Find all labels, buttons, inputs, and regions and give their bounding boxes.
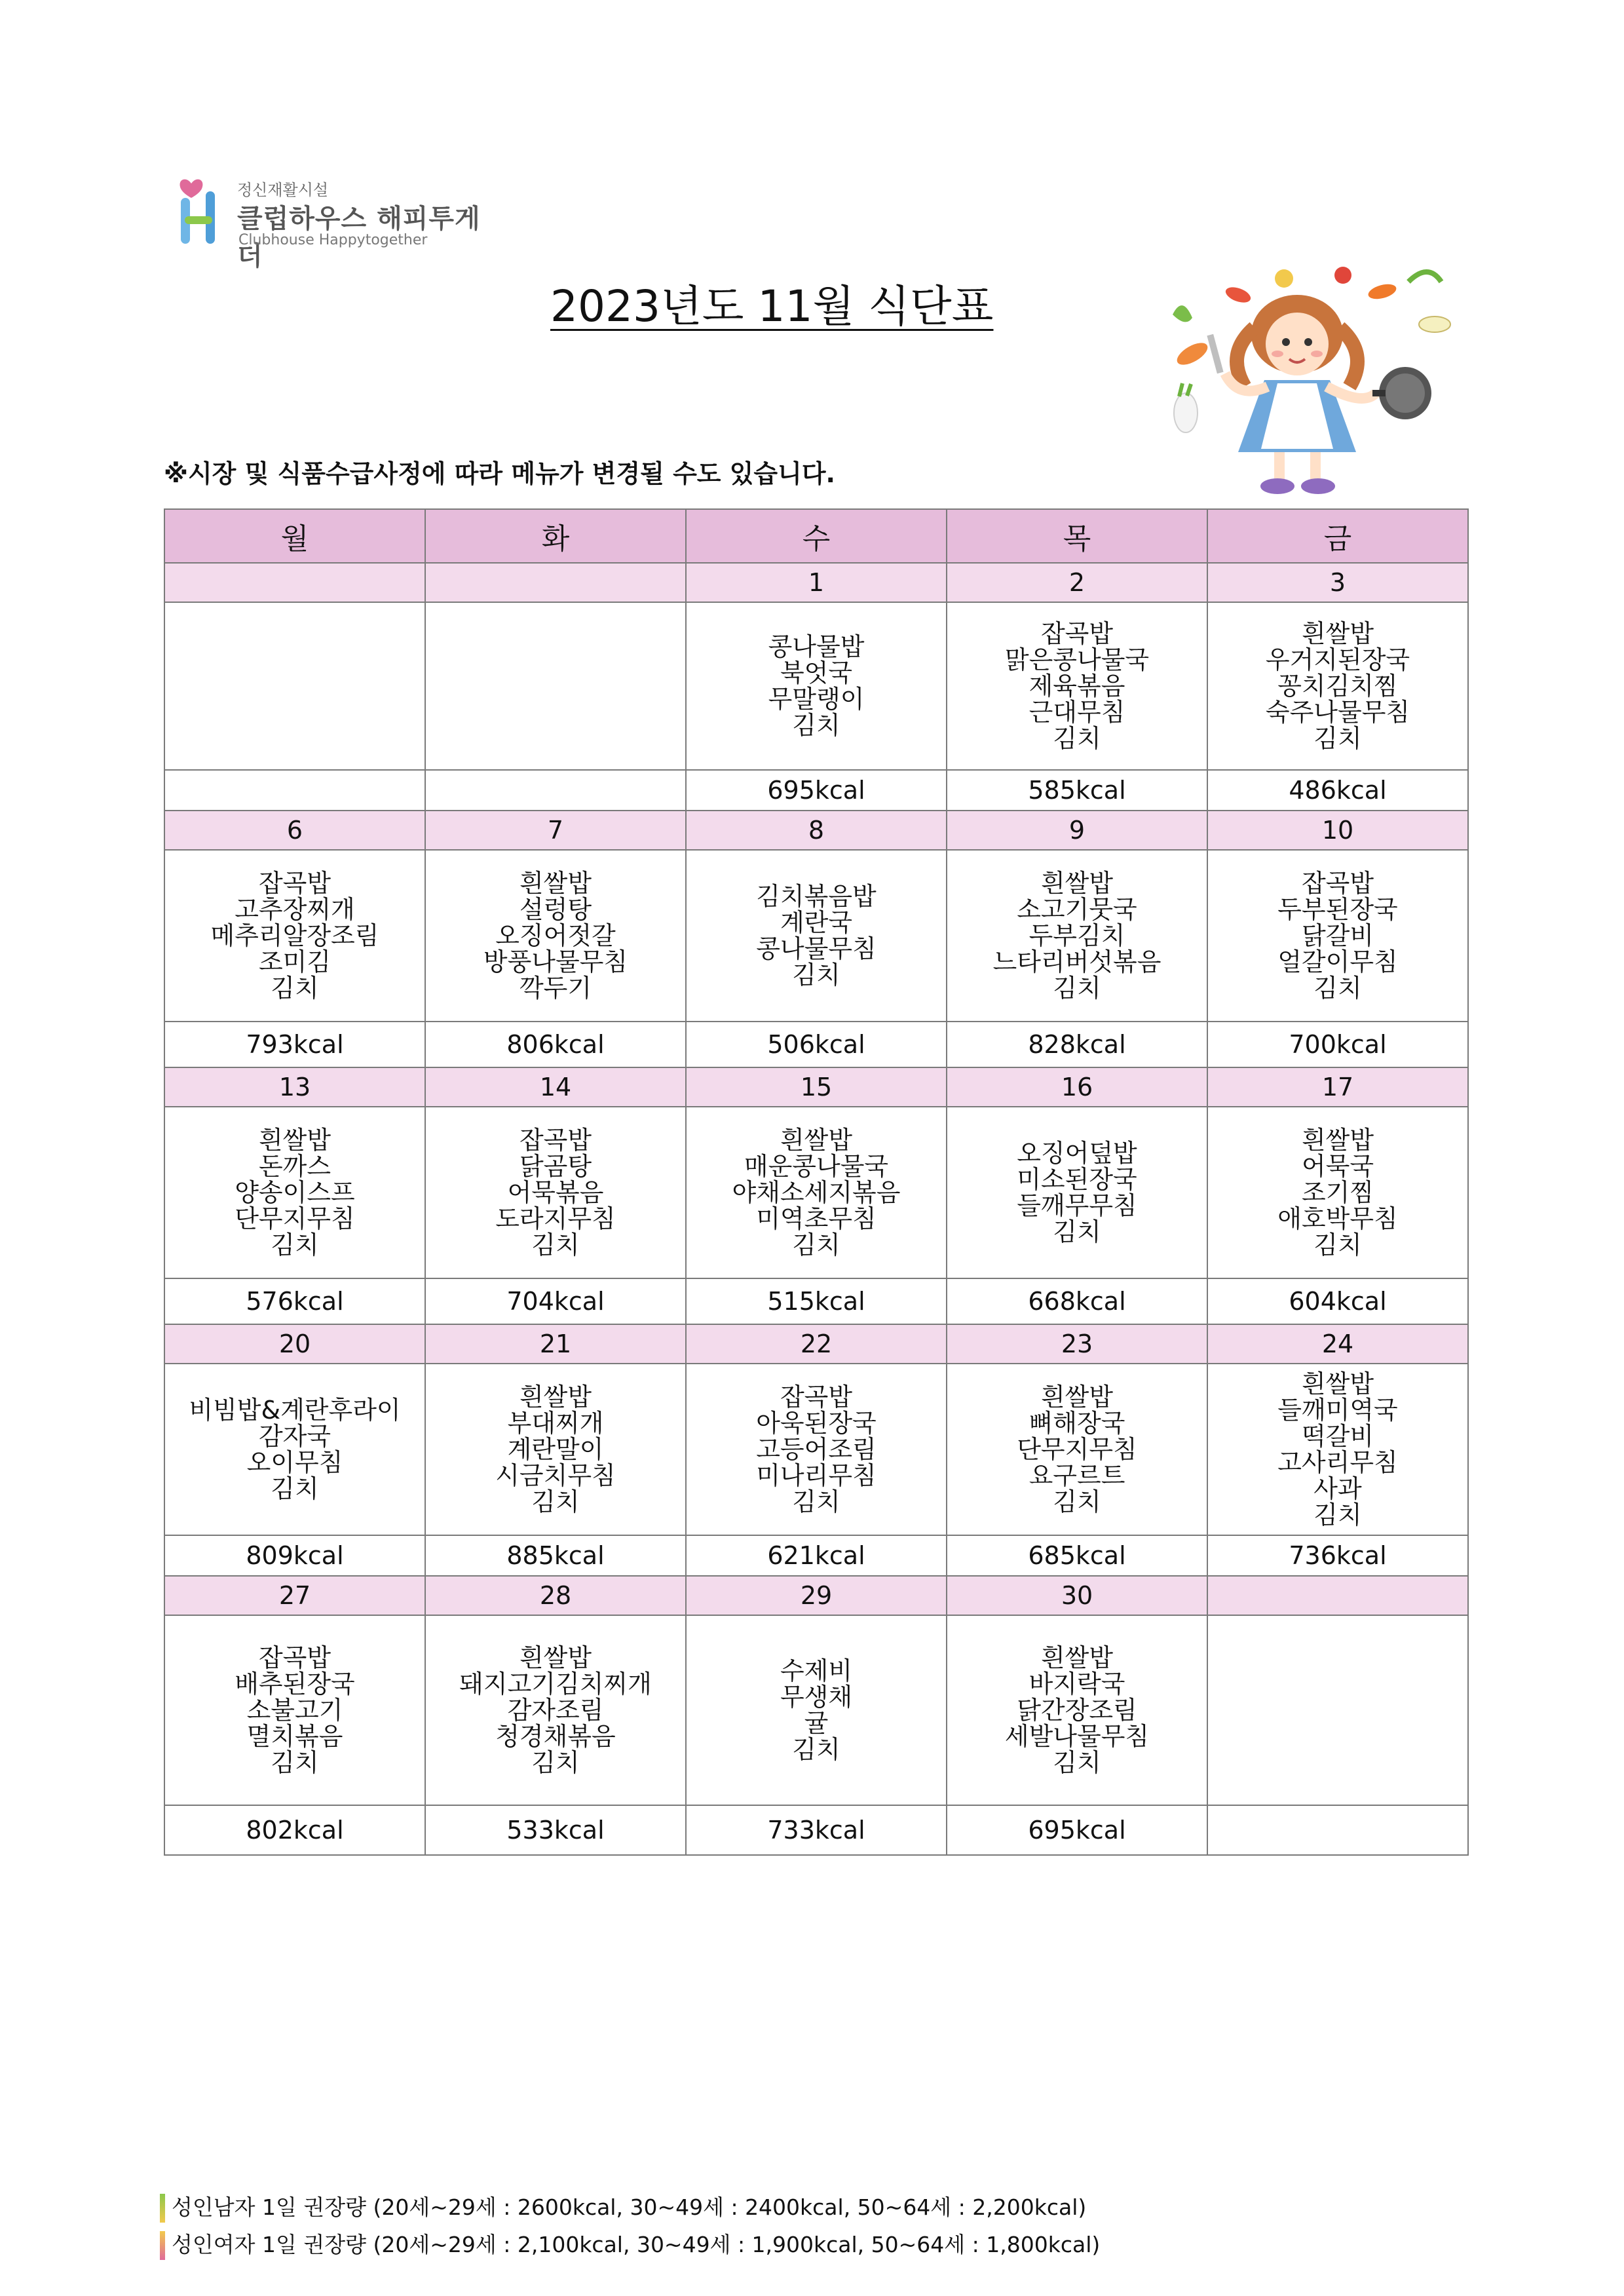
calorie-row (164, 1022, 1468, 1067)
menu-cell (947, 850, 1207, 1022)
date-cell: 23 (947, 1324, 1207, 1364)
menu-item: 오이무침 (246, 1448, 343, 1477)
date-cell: 30 (947, 1576, 1207, 1615)
menu-item: 오징어젓갈 (495, 921, 616, 950)
logo-h-icon (172, 172, 231, 250)
calorie-row (164, 770, 1468, 811)
menu-item: 소고기뭇국 (1017, 895, 1137, 924)
date-row (164, 1324, 1468, 1364)
calorie-cell: 704kcal (425, 1278, 686, 1324)
menu-item: 멸치볶음 (246, 1722, 343, 1751)
date-cell: 1 (686, 563, 947, 602)
calorie-cell: 533kcal (425, 1805, 686, 1855)
date-cell (1207, 1576, 1468, 1615)
date-cell: 17 (1207, 1067, 1468, 1107)
date-cell: 3 (1207, 563, 1468, 602)
menu-item: 설렁탕 (519, 895, 592, 924)
menu-item: 오징어덮밥 (1017, 1139, 1137, 1168)
calorie-cell: 806kcal (425, 1022, 686, 1067)
menu-item: 배추된장국 (235, 1670, 355, 1698)
weekday-header: 화 (425, 509, 686, 563)
menu-item: 흰쌀밥 (1040, 1383, 1114, 1411)
calorie-cell: 695kcal (686, 770, 947, 811)
logo-english-name: Clubhouse Happytogether (238, 232, 428, 248)
calorie-cell (164, 770, 425, 811)
menu-item: 닭갈비 (1301, 921, 1374, 950)
calorie-cell: 885kcal (425, 1535, 686, 1576)
menu-item: 잡곡밥 (258, 1643, 331, 1672)
menu-item: 비빔밥&계란후라이 (189, 1396, 401, 1425)
weekday-header: 금 (1207, 509, 1468, 563)
menu-item: 감자국 (258, 1422, 331, 1451)
menu-item: 귤 (804, 1709, 829, 1738)
menu-item: 숙주나물무침 (1265, 698, 1410, 727)
menu-item: 흰쌀밥 (1301, 1369, 1374, 1398)
menu-item: 흰쌀밥 (1040, 869, 1114, 898)
menu-cell (425, 602, 686, 770)
menu-item: 흰쌀밥 (1301, 619, 1374, 648)
date-cell: 28 (425, 1576, 686, 1615)
menu-item: 흰쌀밥 (519, 1383, 592, 1411)
calorie-row (164, 1805, 1468, 1855)
menu-item: 김치 (792, 1231, 840, 1259)
menu-cell (164, 602, 425, 770)
menu-item: 바지락국 (1029, 1670, 1125, 1698)
menu-cell (947, 1107, 1207, 1278)
menu-item: 시금치무침 (495, 1461, 616, 1490)
menu-item: 계란국 (780, 908, 853, 937)
date-cell: 16 (947, 1067, 1207, 1107)
menu-item: 부대찌개 (507, 1409, 604, 1438)
menu-cell (164, 1364, 425, 1535)
menu-item: 김치 (1313, 974, 1362, 1003)
menu-item: 김치 (1053, 1217, 1101, 1246)
menu-item: 깍두기 (519, 974, 592, 1003)
menu-item: 김치 (792, 961, 840, 989)
date-cell: 24 (1207, 1324, 1468, 1364)
menu-item: 잡곡밥 (1301, 869, 1374, 898)
menu-item: 잡곡밥 (1040, 619, 1114, 648)
menu-item: 김치볶음밥 (756, 882, 877, 911)
logo-subtitle: 정신재활시설 (237, 181, 329, 199)
menu-item: 애호박무침 (1277, 1204, 1398, 1233)
menu-item: 아욱된장국 (756, 1409, 877, 1438)
menu-cell (686, 602, 947, 770)
menu-item: 무말랭이 (768, 685, 865, 714)
menu-item: 김치 (1313, 1231, 1362, 1259)
calorie-cell: 576kcal (164, 1278, 425, 1324)
menu-item: 고등어조림 (756, 1435, 877, 1464)
date-row (164, 1576, 1468, 1615)
menu-item: 세발나물무침 (1004, 1722, 1150, 1751)
menu-item: 제육볶음 (1029, 672, 1125, 700)
calorie-cell: 809kcal (164, 1535, 425, 1576)
menu-item: 요구르트 (1029, 1461, 1125, 1490)
calorie-cell: 828kcal (947, 1022, 1207, 1067)
menu-item: 잡곡밥 (780, 1383, 853, 1411)
calorie-cell: 736kcal (1207, 1535, 1468, 1576)
menu-row (164, 602, 1468, 770)
menu-cell (425, 1107, 686, 1278)
calorie-cell: 604kcal (1207, 1278, 1468, 1324)
menu-item: 맑은콩나물국 (1004, 645, 1150, 674)
menu-item: 흰쌀밥 (1040, 1643, 1114, 1672)
menu-item: 김치 (792, 711, 840, 740)
menu-item: 우거지된장국 (1265, 645, 1410, 674)
menu-item: 잡곡밥 (258, 869, 331, 898)
menu-item: 수제비 (780, 1656, 853, 1685)
date-cell: 2 (947, 563, 1207, 602)
menu-row (164, 850, 1468, 1022)
menu-cell (947, 602, 1207, 770)
calorie-cell (425, 770, 686, 811)
menu-item: 사과 (1313, 1474, 1362, 1503)
menu-cell (425, 1615, 686, 1805)
date-cell: 29 (686, 1576, 947, 1615)
menu-item: 단무지무침 (1017, 1435, 1137, 1464)
calorie-cell: 685kcal (947, 1535, 1207, 1576)
menu-item: 느타리버섯볶음 (992, 947, 1161, 976)
menu-item: 김치 (271, 1231, 319, 1259)
logo-name: 클럽하우스 해피투게더 (237, 204, 481, 271)
chef-girl-illustration (1146, 256, 1461, 505)
menu-item: 어묵볶음 (507, 1178, 604, 1207)
menu-item: 콩나물무침 (756, 934, 877, 963)
menu-item: 무생채 (780, 1683, 853, 1712)
menu-cell (164, 1615, 425, 1805)
menu-item: 김치 (271, 1748, 319, 1777)
menu-item: 잡곡밥 (519, 1126, 592, 1155)
menu-item: 청경채볶음 (495, 1722, 616, 1751)
date-cell (164, 563, 425, 602)
pink-bar-icon (160, 2231, 165, 2260)
menu-item: 돈까스 (258, 1152, 331, 1181)
date-row (164, 563, 1468, 602)
menu-item: 김치 (531, 1748, 580, 1777)
menu-item: 조기찜 (1301, 1178, 1374, 1207)
calorie-cell (1207, 1805, 1468, 1855)
menu-item: 어묵국 (1301, 1152, 1374, 1181)
menu-cell (947, 1615, 1207, 1805)
menu-item: 떡갈비 (1301, 1422, 1374, 1451)
menu-cell (686, 1364, 947, 1535)
menu-item: 김치 (271, 974, 319, 1003)
date-cell: 22 (686, 1324, 947, 1364)
menu-item: 고사리무침 (1277, 1448, 1398, 1477)
green-bar-icon (160, 2194, 165, 2223)
male-recommended-intake: 성인남자 1일 권장량 (20세~29세 : 2600kcal, 30~49세 : 2400kcal, 50~64세 : 2,200kcal) (172, 2194, 1087, 2220)
weekday-header-row (164, 509, 1468, 563)
weekday-header: 목 (947, 509, 1207, 563)
menu-item: 김치 (271, 1474, 319, 1503)
page-title: 2023년도 11월 식단표 (550, 281, 994, 332)
weekday-header: 월 (164, 509, 425, 563)
menu-row (164, 1615, 1468, 1805)
menu-item: 두부된장국 (1277, 895, 1398, 924)
menu-item: 매운콩나물국 (744, 1152, 889, 1181)
calorie-cell: 515kcal (686, 1278, 947, 1324)
menu-cell (1207, 602, 1468, 770)
calorie-cell: 700kcal (1207, 1022, 1468, 1067)
calorie-cell: 585kcal (947, 770, 1207, 811)
date-cell: 27 (164, 1576, 425, 1615)
menu-item: 흰쌀밥 (780, 1126, 853, 1155)
menu-item: 메추리알장조림 (210, 921, 379, 950)
menu-cell (947, 1364, 1207, 1535)
calorie-cell: 733kcal (686, 1805, 947, 1855)
date-cell: 20 (164, 1324, 425, 1364)
menu-item: 김치 (1313, 1501, 1362, 1529)
date-cell: 6 (164, 811, 425, 850)
calorie-cell: 668kcal (947, 1278, 1207, 1324)
date-cell: 15 (686, 1067, 947, 1107)
menu-item: 닭간장조림 (1017, 1696, 1137, 1725)
menu-cell (425, 850, 686, 1022)
menu-item: 소불고기 (246, 1696, 343, 1725)
menu-item: 두부김치 (1029, 921, 1125, 950)
menu-item: 도라지무침 (495, 1204, 616, 1233)
menu-item: 김치 (792, 1487, 840, 1516)
calorie-cell: 802kcal (164, 1805, 425, 1855)
meal-menu-table (164, 508, 1469, 1856)
menu-item: 방풍나물무침 (483, 947, 628, 976)
menu-cell (1207, 1107, 1468, 1278)
menu-cell (164, 1107, 425, 1278)
menu-item: 단무지무침 (235, 1204, 355, 1233)
menu-item: 김치 (1053, 1487, 1101, 1516)
menu-item: 미역초무침 (756, 1204, 877, 1233)
menu-item: 흰쌀밥 (519, 1643, 592, 1672)
date-cell: 10 (1207, 811, 1468, 850)
clubhouse-logo (172, 172, 486, 271)
female-recommended-intake: 성인여자 1일 권장량 (20세~29세 : 2,100kcal, 30~49세 : 1,900kcal, 50~64세 : 1,800kcal) (172, 2232, 1101, 2257)
menu-item: 근대무침 (1029, 698, 1125, 727)
calorie-cell: 695kcal (947, 1805, 1207, 1855)
menu-item: 북엇국 (780, 659, 853, 687)
menu-item: 닭곰탕 (519, 1152, 592, 1181)
menu-change-notice: ※시장 및 식품수급사정에 따라 메뉴가 변경될 수도 있습니다. (164, 459, 835, 488)
menu-item: 김치 (531, 1487, 580, 1516)
date-cell: 7 (425, 811, 686, 850)
menu-cell (1207, 1364, 1468, 1535)
menu-item: 양송이스프 (235, 1178, 355, 1207)
date-cell: 13 (164, 1067, 425, 1107)
date-cell: 8 (686, 811, 947, 850)
menu-item: 흰쌀밥 (258, 1126, 331, 1155)
calorie-cell: 506kcal (686, 1022, 947, 1067)
menu-item: 얼갈이무침 (1277, 947, 1398, 976)
menu-item: 김치 (1313, 724, 1362, 753)
menu-item: 야채소세지볶음 (732, 1178, 901, 1207)
calorie-row (164, 1278, 1468, 1324)
menu-item: 들깨미역국 (1277, 1396, 1398, 1425)
menu-item: 흰쌀밥 (519, 869, 592, 898)
calorie-row (164, 1535, 1468, 1576)
menu-item: 꽁치김치찜 (1277, 672, 1398, 700)
weekday-header: 수 (686, 509, 947, 563)
menu-item: 미소된장국 (1017, 1165, 1137, 1194)
menu-item: 미나리무침 (756, 1461, 877, 1490)
menu-item: 계란말이 (507, 1435, 604, 1464)
date-cell: 9 (947, 811, 1207, 850)
menu-item: 들깨무무침 (1017, 1191, 1137, 1220)
menu-cell (686, 850, 947, 1022)
menu-item: 뼈해장국 (1029, 1409, 1125, 1438)
menu-cell (164, 850, 425, 1022)
date-cell: 14 (425, 1067, 686, 1107)
menu-item: 돼지고기김치찌개 (459, 1670, 652, 1698)
menu-row (164, 1364, 1468, 1535)
menu-row (164, 1107, 1468, 1278)
menu-item: 김치 (1053, 974, 1101, 1003)
menu-cell (1207, 1615, 1468, 1805)
calorie-cell: 793kcal (164, 1022, 425, 1067)
menu-item: 콩나물밥 (768, 632, 865, 661)
menu-item: 흰쌀밥 (1301, 1126, 1374, 1155)
menu-cell (686, 1107, 947, 1278)
menu-item: 김치 (1053, 1748, 1101, 1777)
menu-item: 감자조림 (507, 1696, 604, 1725)
calorie-cell: 486kcal (1207, 770, 1468, 811)
menu-cell (1207, 850, 1468, 1022)
date-cell (425, 563, 686, 602)
date-cell: 21 (425, 1324, 686, 1364)
menu-item: 조미김 (258, 947, 331, 976)
date-row (164, 811, 1468, 850)
calorie-cell: 621kcal (686, 1535, 947, 1576)
menu-item: 김치 (792, 1735, 840, 1764)
menu-cell (425, 1364, 686, 1535)
menu-item: 김치 (531, 1231, 580, 1259)
date-row (164, 1067, 1468, 1107)
menu-cell (686, 1615, 947, 1805)
daily-recommended-intake (172, 2189, 1100, 2263)
menu-item: 고추장찌개 (235, 895, 355, 924)
menu-item: 김치 (1053, 724, 1101, 753)
